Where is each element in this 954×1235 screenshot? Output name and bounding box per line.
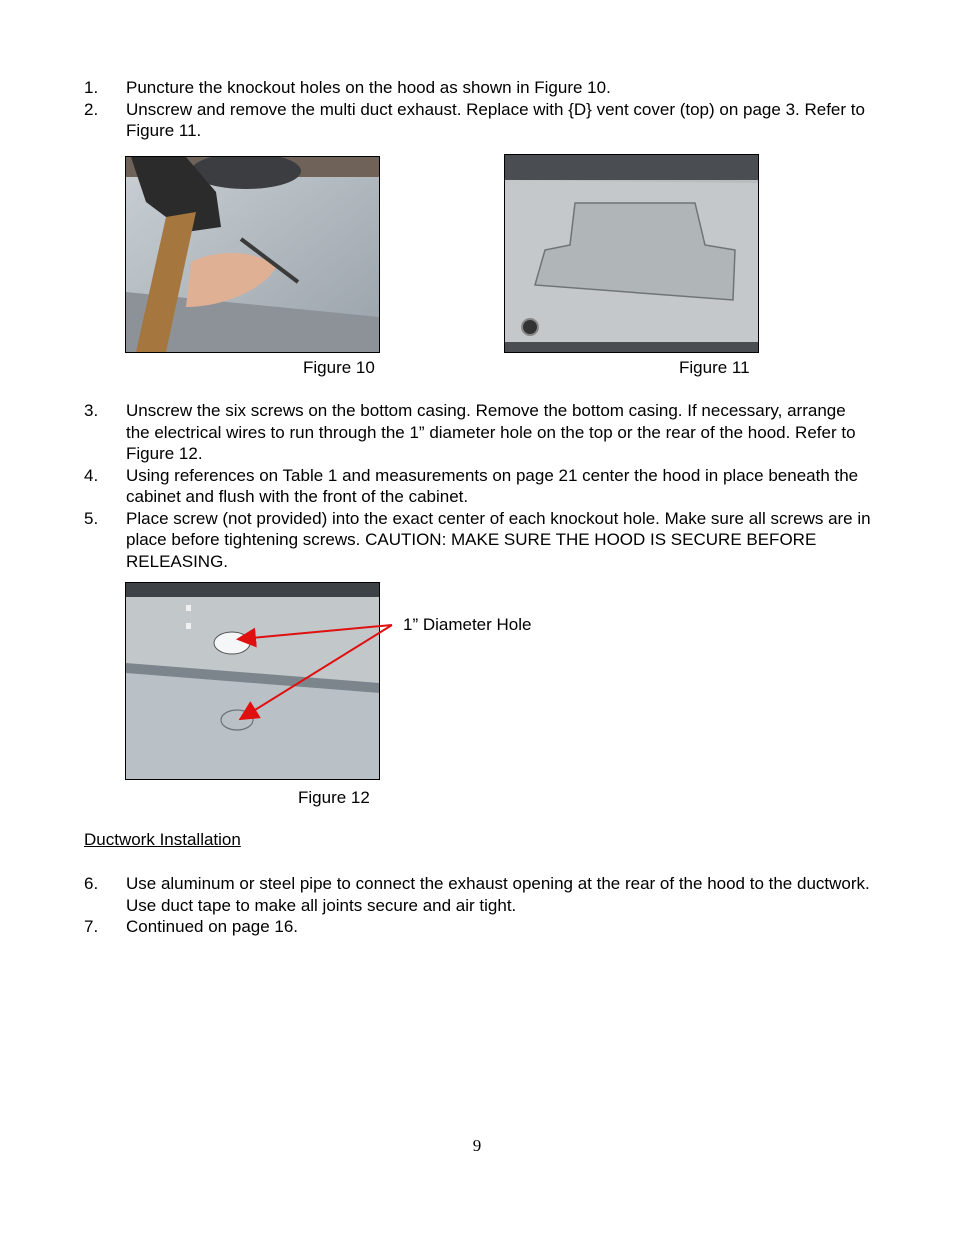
- diameter-hole-callout: 1” Diameter Hole: [403, 615, 532, 634]
- section-heading: Ductwork Installation: [84, 830, 241, 849]
- steps-list-3: [84, 873, 874, 938]
- step-number: 5.: [84, 508, 99, 528]
- list-item: [84, 916, 874, 938]
- list-item: [84, 508, 874, 573]
- figure-10-caption: Figure 10: [303, 358, 375, 377]
- figure-12-photo: [125, 582, 380, 780]
- step-text: Unscrew the six screws on the bottom casing. Remove the bottom casing. If necessary, arrange the electrical wires to run through the 1” diameter hole on the top or the rear of the hood. Refer to Figure 12.: [126, 401, 856, 463]
- figure-11-photo: [504, 154, 759, 353]
- step-text: Unscrew and remove the multi duct exhaust. Replace with {D} vent cover (top) on page 3. Refer to Figure 11.: [126, 99, 865, 140]
- figure-11-caption: Figure 11: [679, 358, 750, 377]
- steps-list-2: [84, 400, 874, 572]
- list-item: [84, 873, 874, 916]
- list-item: [84, 400, 874, 465]
- step-number: 6.: [84, 874, 99, 893]
- figure-12-caption: Figure 12: [298, 788, 370, 807]
- step-number: 7.: [84, 917, 99, 936]
- step-number: 3.: [84, 401, 99, 420]
- step-number: 1.: [84, 78, 99, 97]
- list-item: [84, 465, 874, 508]
- step-text: Use aluminum or steel pipe to connect the exhaust opening at the rear of the hood to the ductwork. Use duct tape to make all joints secure and air tight.: [126, 874, 870, 915]
- step-number: 2.: [84, 99, 99, 119]
- list-item: [84, 99, 874, 142]
- steps-list-1: [84, 77, 874, 142]
- step-text: Using references on Table 1 and measurements on page 21 center the hood in place beneath the cabinet and flush with the front of the cabinet.: [126, 465, 859, 506]
- page-number: 9: [472, 1136, 482, 1155]
- figure-10-photo: [125, 156, 380, 353]
- step-text: Continued on page 16.: [126, 917, 299, 936]
- list-item: [84, 77, 874, 99]
- step-text: Place screw (not provided) into the exact center of each knockout hole. Make sure all screws are in place before tightening screws. CAUTION: MAKE SURE THE HOOD IS SECURE BEFORE RELEASING.: [126, 508, 871, 571]
- step-number: 4.: [84, 465, 99, 485]
- step-text: Puncture the knockout holes on the hood as shown in Figure 10.: [126, 78, 611, 97]
